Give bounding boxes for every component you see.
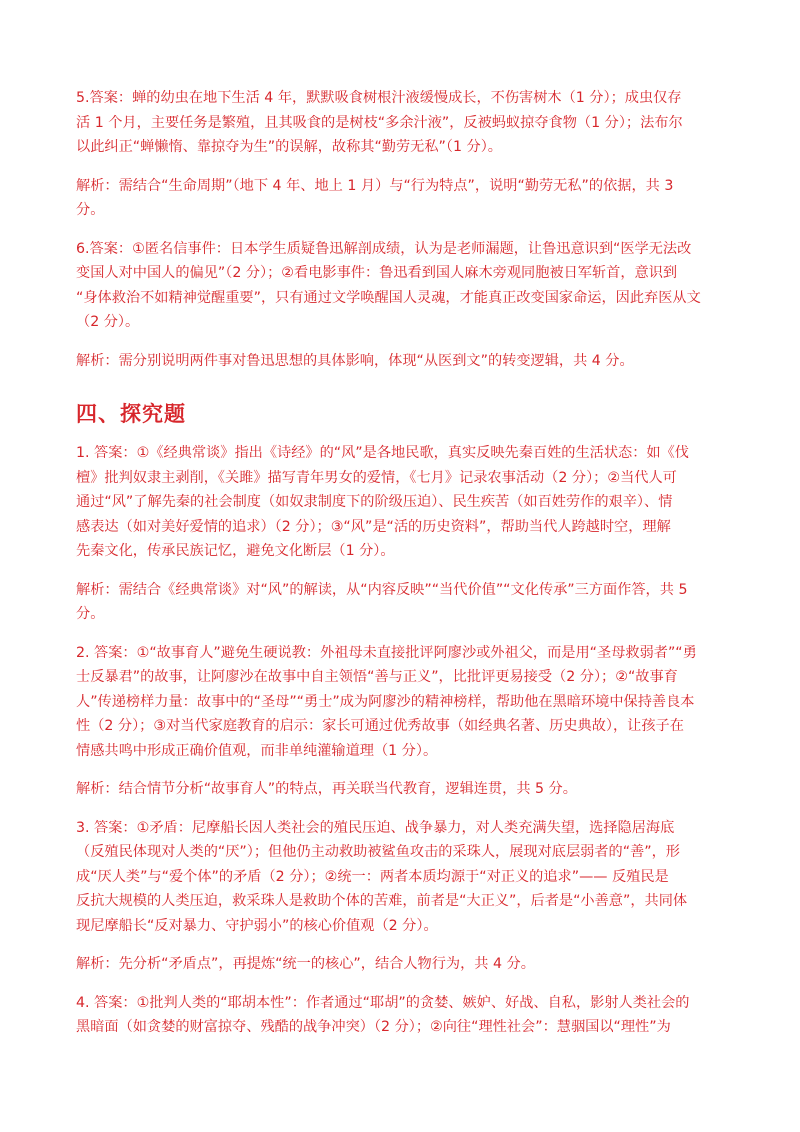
text-line: 解析：需结合“生命周期”（地下 4 年、地上 1 月）与“行为特点”，说明“勤劳无私”的依据，共 3 (76, 177, 674, 194)
text-line: （2 分）。 (76, 314, 140, 330)
text-line: 5.答案：蝉的幼虫在地下生活 4 年，默默吸食树根汁液缓慢成长，不伤害树木（1 分）；成虫仅存 (76, 90, 682, 106)
section-title: 四、探究题 (76, 402, 186, 426)
text-line: （反殖民体现对人类的“厌”）；但他仍主动救助被鲨鱼攻击的采珠人，展现对底层弱者的“善”，形 (76, 844, 680, 860)
text-line: 分。 (76, 202, 105, 218)
inquiry-section (76, 441, 726, 1040)
text-line: 性（2 分）；③对当代家庭教育的启示：家长可通过优秀故事（如经典名著、历史典故），让孩子在 (76, 718, 684, 734)
answer-paragraph-i4 (76, 991, 726, 1040)
text-line: 解析：先分析“矛盾点”，再提炼“统一的核心”，结合人物行为，共 4 分。 (76, 956, 535, 972)
text-line: 黑暗面（如贪婪的财富掠夺、残酷的战争冲突）（2 分）；②向往“理性社会”：慧骃国以“理性”为 (76, 1019, 671, 1035)
text-line: 先秦文化，传承民族记忆，避免文化断层（1 分）。 (76, 543, 395, 559)
text-line: 分。 (76, 606, 105, 622)
analysis-paragraph-q6 (76, 349, 726, 374)
answers-section (76, 86, 726, 373)
text-line: 现尼摩船长“反对暴力、守护弱小”的核心价值观（2 分）。 (76, 917, 438, 934)
answer-paragraph-i1 (76, 441, 726, 564)
answer-paragraph-q5 (76, 86, 726, 160)
text-line: 4. 答案：①批判人类的“耶胡本性”：作者通过“耶胡”的贪婪、嫉妒、好战、自私，影射人类社会的 (76, 994, 690, 1011)
analysis-paragraph-q5 (76, 174, 726, 223)
text-line: 解析：需分别说明两件事对鲁迅思想的具体影响，体现“从医到文”的转变逻辑，共 4 分。 (76, 352, 634, 369)
text-line: 檀》批判奴隶主剥削，《关雎》描写青年男女的爱情，《七月》记录农事活动（2 分）；②当代人可 (76, 469, 677, 486)
answer-paragraph-i3 (76, 816, 726, 939)
document-page (76, 86, 726, 1054)
text-line: 士反暴君”的故事，让阿廖沙在故事中自主领悟“善与正义”，比批评更易接受（2 分）；②“故事育 (76, 669, 678, 685)
text-line: 2. 答案：①“故事育人”避免生硬说教：外祖母未直接批评阿廖沙或外祖父，而是用“圣母救弱者”“勇 (76, 644, 697, 661)
text-line: 变国人对中国人的偏见”（2 分）；②看电影事件：鲁迅看到国人麻木旁观同胞被日军斩首，意识到 (76, 265, 678, 281)
text-line: 成“厌人类”与“爱个体”的矛盾（2 分）；②统一：两者本质均源于“对正义的追求”—— 反殖民是 (76, 868, 669, 885)
text-line: 以此纠正“蝉懒惰、靠掠夺为生”的误解，故称其“勤劳无私”（1 分）。 (76, 139, 502, 155)
text-line: 6.答案：①匿名信事件：日本学生质疑鲁迅解剖成绩，认为是老师漏题，让鲁迅意识到“医学无法改 (76, 240, 692, 257)
text-line: 1. 答案：①《经典常谈》指出《诗经》的“风”是各地民歌，真实反映先秦百姓的生活状态：如《伐 (76, 445, 689, 461)
text-line: 人”传递榜样力量：故事中的“圣母”“勇士”成为阿廖沙的精神榜样，帮助他在黑暗环境中保持善良本 (76, 693, 695, 710)
text-line: 感表达（如对美好爱情的追求）（2 分）；③“风”是“活的历史资料”，帮助当代人跨越时空，理解 (76, 518, 671, 535)
text-line: 活 1 个月，主要任务是繁殖，且其吸食的是树枝“多余汁液”，反被蚂蚁掠夺食物（1 分）；法布尔 (76, 114, 683, 131)
text-line: 解析：结合情节分析“故事育人”的特点，再关联当代教育，逻辑连贯，共 5 分。 (76, 781, 577, 797)
analysis-paragraph-i3 (76, 952, 726, 977)
text-line: “身体救治不如精神觉醒重要”，只有通过文学唤醒国人灵魂，才能真正改变国家命运，因此弃医从文 (76, 289, 701, 306)
analysis-paragraph-i2 (76, 777, 726, 802)
text-line: 3. 答案：①矛盾：尼摩船长因人类社会的殖民压迫、战争暴力，对人类充满失望，选择隐居海底 (76, 819, 675, 836)
text-line: 情感共鸣中形成正确价值观，而非单纯灌输道理（1 分）。 (76, 742, 438, 759)
text-line: 反抗大规模的人类压迫，救采珠人是救助个体的苦难，前者是“大正义”，后者是“小善意”，共同体 (76, 893, 688, 909)
answer-paragraph-i2 (76, 641, 726, 764)
analysis-paragraph-i1 (76, 578, 726, 627)
text-line: 通过“风”了解先秦的社会制度（如奴隶制度下的阶级压迫）、民生疾苦（如百姓劳作的艰辛）、情 (76, 494, 673, 510)
answer-paragraph-q6 (76, 237, 726, 335)
text-line: 解析：需结合《经典常谈》对“风”的解读，从“内容反映”“当代价值”“文化传承”三方面作答，共 5 (76, 581, 688, 598)
